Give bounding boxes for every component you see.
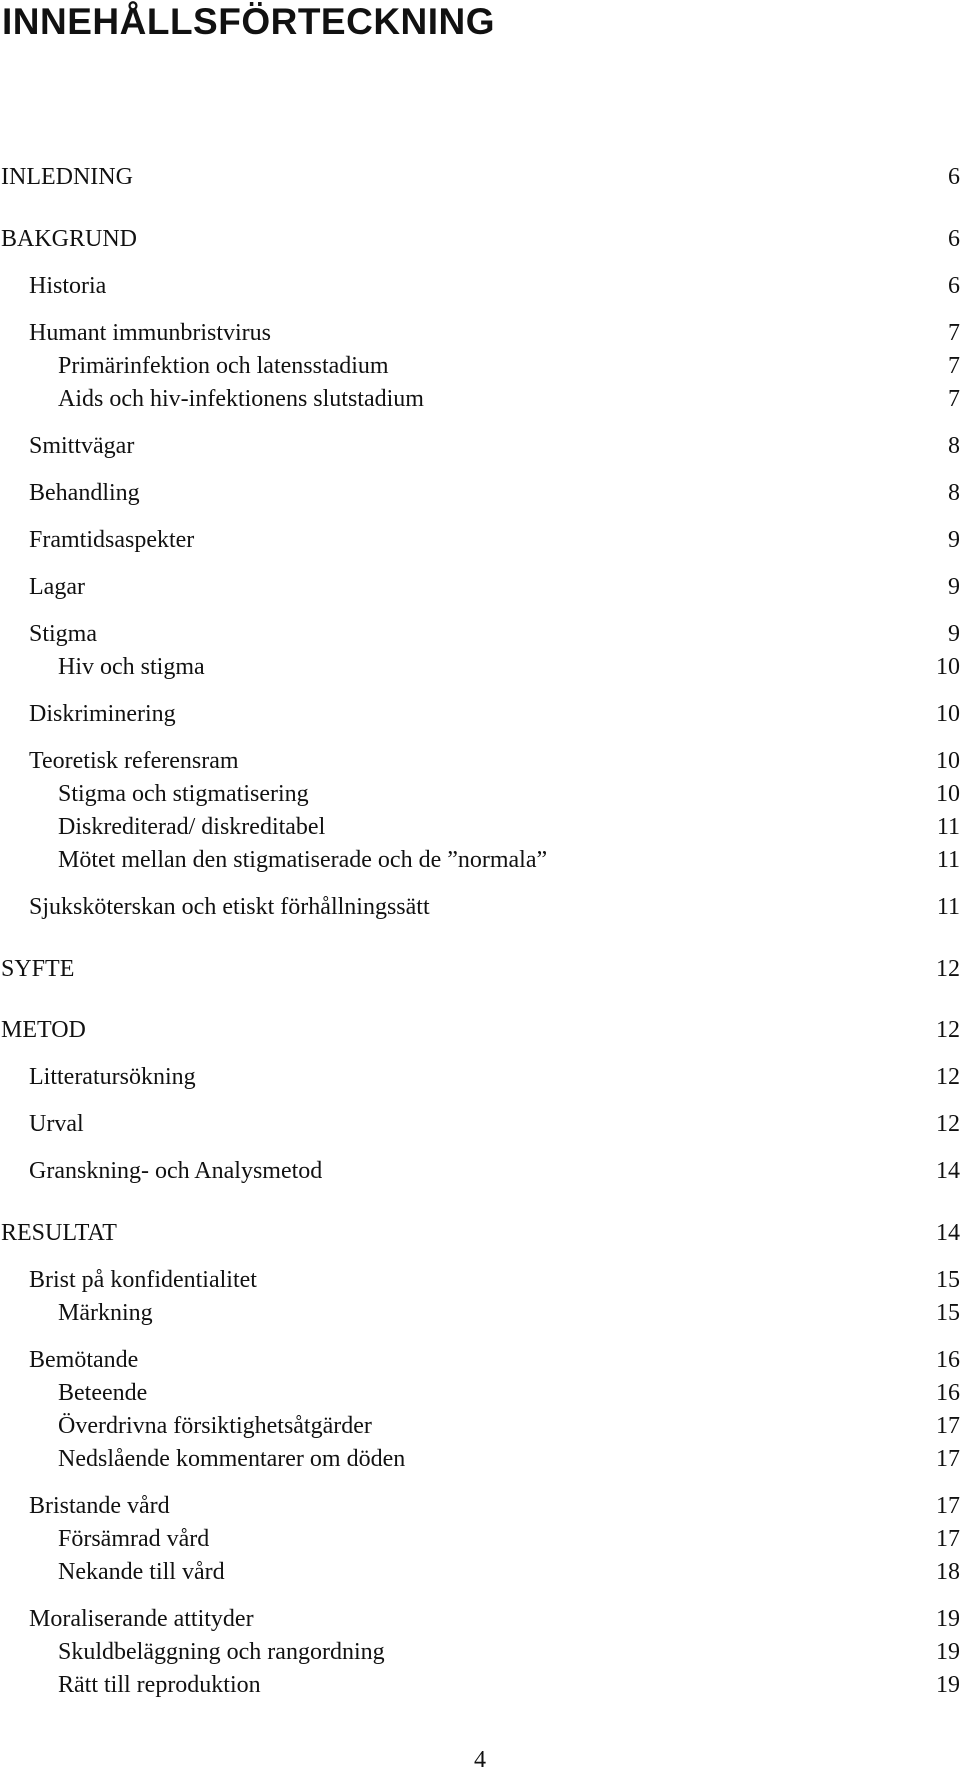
toc-entry: [0, 1218, 960, 1248]
toc-entry: [0, 1637, 960, 1667]
toc-entry-page: 12: [936, 1017, 960, 1043]
toc-entry: [0, 1604, 960, 1634]
toc-entry: [0, 652, 960, 682]
toc-entry: [0, 892, 960, 922]
toc-entry: [0, 1557, 960, 1587]
toc-entry-label: Brist på konfidentialitet: [29, 1267, 257, 1293]
toc-entry-page: 9: [948, 621, 960, 647]
toc-entry-label: Litteratursökning: [29, 1064, 196, 1090]
toc-entry-page: 11: [936, 847, 960, 873]
toc-entry-label: Primärinfektion och latensstadium: [58, 353, 389, 379]
toc-entry-page: 14: [936, 1158, 960, 1184]
toc-entry-label: Nekande till vård: [58, 1559, 225, 1585]
toc-entry-page: 15: [936, 1267, 960, 1293]
toc-entry-page: 16: [936, 1347, 960, 1373]
toc-entry: [0, 1444, 960, 1474]
page-title: INNEHÅLLSFÖRTECKNING: [2, 1, 496, 42]
toc-entry-label: Smittvägar: [29, 433, 135, 459]
toc-entry: [0, 812, 960, 842]
toc-entry-page: 19: [936, 1606, 960, 1632]
toc-entry-label: Moraliserande attityder: [29, 1606, 254, 1632]
toc-entry-label: Märkning: [58, 1300, 153, 1326]
toc-entry-label: Diskrediterad/ diskreditabel: [58, 814, 326, 840]
toc-entry-label: Försämrad vård: [58, 1526, 210, 1552]
toc-entry: [0, 1411, 960, 1441]
toc-entry-label: BAKGRUND: [1, 226, 138, 252]
toc-entry: [0, 1345, 960, 1375]
toc-entry-label: Granskning- och Analysmetod: [29, 1158, 323, 1184]
toc-entry: [0, 318, 960, 348]
toc-entry-label: SYFTE: [1, 956, 75, 982]
toc-entry-label: Bristande vård: [29, 1493, 170, 1519]
toc-entry: [0, 1378, 960, 1408]
toc-entry: [0, 478, 960, 508]
toc-entry-page: 9: [948, 527, 960, 553]
toc-entry-page: 18: [936, 1559, 960, 1585]
toc-entry-page: 9: [948, 574, 960, 600]
toc-entry-page: 6: [948, 226, 960, 252]
toc-entry: [0, 384, 960, 414]
toc-entry: [0, 351, 960, 381]
toc-entry-label: Diskriminering: [29, 701, 176, 727]
toc-entry: [0, 224, 960, 254]
toc-entry-label: Teoretisk referensram: [29, 748, 239, 774]
toc-entry: [0, 746, 960, 776]
toc-entry-label: Bemötande: [29, 1347, 139, 1373]
toc-entry-label: Rätt till reproduktion: [58, 1672, 261, 1698]
toc-entry-label: Mötet mellan den stigmatiserade och de ”normala”: [58, 847, 548, 873]
toc-entry: [0, 619, 960, 649]
toc-entry-label: Skuldbeläggning och rangordning: [58, 1639, 385, 1665]
toc-entry: [0, 954, 960, 984]
toc-entry-page: 17: [936, 1493, 960, 1519]
toc-entry: [0, 1015, 960, 1045]
toc-entry: [0, 271, 960, 301]
toc-entry-page: 15: [936, 1300, 960, 1326]
toc-entry-page: 8: [948, 480, 960, 506]
toc-entry: [0, 1298, 960, 1328]
toc-entry-page: 17: [936, 1446, 960, 1472]
toc-entry: [0, 431, 960, 461]
toc-entry-page: 12: [936, 1064, 960, 1090]
toc-entry-label: Hiv och stigma: [58, 654, 205, 680]
toc-entry-label: Stigma och stigmatisering: [58, 781, 309, 807]
toc-entry: [0, 525, 960, 555]
toc-entry-label: METOD: [1, 1017, 86, 1043]
toc-entry-label: Historia: [29, 273, 107, 299]
toc-entry-label: Behandling: [29, 480, 140, 506]
toc-entry: [0, 1109, 960, 1139]
toc-entry-page: 6: [948, 164, 960, 190]
toc-entry-page: 17: [936, 1526, 960, 1552]
toc-entry-page: 10: [936, 748, 960, 774]
toc-entry-page: 19: [936, 1672, 960, 1698]
toc-entry-page: 6: [948, 273, 960, 299]
toc-entry-page: 10: [936, 701, 960, 727]
toc-entry-page: 8: [948, 433, 960, 459]
toc-entry: [0, 1265, 960, 1295]
toc-entry-page: 7: [948, 320, 960, 346]
toc-entry-page: 11: [936, 814, 960, 840]
toc-entry-page: 12: [936, 1111, 960, 1137]
toc-entry: [0, 162, 960, 192]
toc-entry: [0, 845, 960, 875]
toc-entry-page: 17: [936, 1413, 960, 1439]
toc-entry: [0, 1062, 960, 1092]
toc-entry: [0, 1491, 960, 1521]
toc-entry-label: Stigma: [29, 621, 98, 647]
toc-entry-label: Humant immunbristvirus: [29, 320, 271, 346]
toc-entry-page: 16: [936, 1380, 960, 1406]
toc-entry-page: 14: [936, 1220, 960, 1246]
toc-entry-label: RESULTAT: [1, 1220, 117, 1246]
toc-entry: [0, 572, 960, 602]
toc-entry-label: Sjuksköterskan och etiskt förhållningssätt: [29, 894, 430, 920]
toc-entry-page: 11: [936, 894, 960, 920]
toc-entry-label: INLEDNING: [1, 164, 133, 190]
toc-entry-page: 19: [936, 1639, 960, 1665]
toc-entry-label: Lagar: [29, 574, 85, 600]
page-number: 4: [474, 1747, 486, 1773]
toc-entry-page: 10: [936, 781, 960, 807]
toc-entry: [0, 1156, 960, 1186]
toc-entry-label: Överdrivna försiktighetsåtgärder: [58, 1413, 372, 1439]
toc-entry-label: Aids och hiv-infektionens slutstadium: [58, 386, 424, 412]
toc-entry: [0, 699, 960, 729]
toc-entry-page: 10: [936, 654, 960, 680]
toc-entry: [0, 1670, 960, 1700]
toc-entry-label: Nedslående kommentarer om döden: [58, 1446, 406, 1472]
toc-entry-page: 12: [936, 956, 960, 982]
toc-entry-page: 7: [948, 386, 960, 412]
toc-entry-label: Framtidsaspekter: [29, 527, 195, 553]
toc-entry-label: Beteende: [58, 1380, 148, 1406]
toc-entry-page: 7: [948, 353, 960, 379]
toc-entry: [0, 1524, 960, 1554]
toc-entry: [0, 779, 960, 809]
toc-entry-label: Urval: [29, 1111, 84, 1137]
